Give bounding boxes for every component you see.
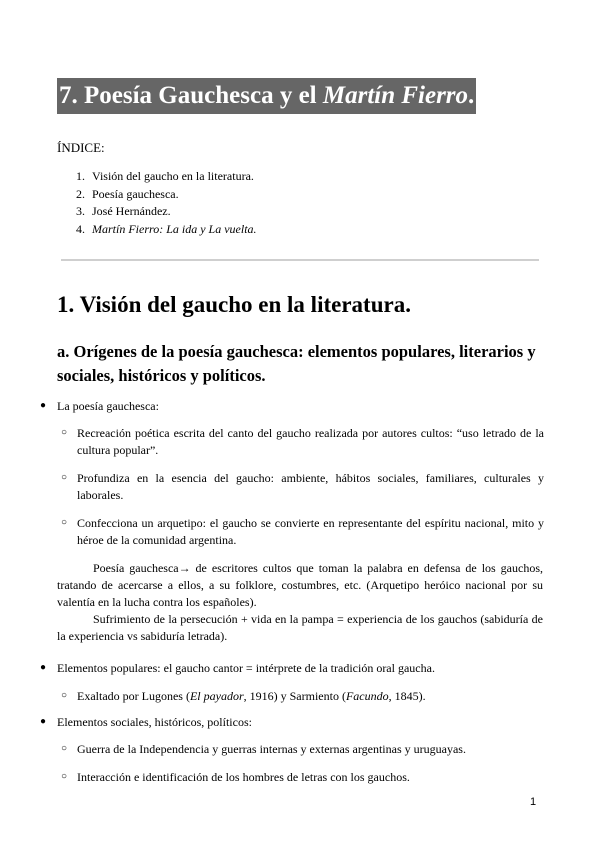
- circle-bullet-icon: ○: [60, 771, 68, 782]
- section-heading: 1. Visión del gaucho en la literatura.: [57, 292, 411, 317]
- sub-bullet-item: ○ Recreación poética escrita del canto del gaucho realizada por autores cultos: “uso letrado de la cultura popular”.: [57, 425, 544, 458]
- bullet-icon: ●: [39, 716, 47, 727]
- bullet-icon: ●: [39, 400, 47, 411]
- sub-bullet-item: ○ Profundiza en la esencia del gaucho: ambiente, hábitos sociales, familiares, culturales y laborales.: [57, 470, 544, 503]
- paragraph: Poesía gauchesca→ de escritores cultos que toman la palabra en defensa de los gauchos, tratando de acercarse a ellos, a su folklore, costumbres, etc. (Arquetipo heróico nacional por su valentía en la lucha contra los españoles).: [57, 561, 543, 609]
- circle-bullet-icon: ○: [60, 517, 68, 528]
- circle-bullet-icon: ○: [60, 743, 68, 754]
- sub-bullet-item: ○ Interacción e identificación de los hombres de letras con los gauchos.: [57, 769, 544, 786]
- circle-bullet-icon: ○: [60, 472, 68, 483]
- page-number: 1: [530, 796, 537, 808]
- sub-bullet-item: ○ Exaltado por Lugones (El payador, 1916) y Sarmiento (Facundo, 1845).: [57, 688, 544, 705]
- horizontal-divider: [61, 259, 539, 261]
- document-page: 7. Poesía Gauchesca y el Martín Fierro. ÍNDICE: 1. Visión del gaucho en la literatura. 2. Poesía gauchesca. 3. José Hernández. 4. Martín Fierro: La ida y La vuelta. 1. Visión del gaucho en la literatura. a. Orígenes de la poesía gauchesca: elementos populares, literarios y sociales, históricos y políticos. ● La poesía gauchesca: ○ Recreación poética escrita del canto del gaucho realizada por autores cultos: “uso letrado de la cultura popular”. ○ Profundiza en la esencia del gaucho: ambiente, hábitos sociales, familiares, culturales y laborales. ○ Confecciona un arquetipo: el gaucho se convierte en representante del espíritu nacional, mito y héroe de la comunidad argentina. Poesía gauchesca→ de escritores cultos que toman la palabra en defensa de los gauchos, tratando de acercarse a ellos, a su folklore, costumbres, etc. (Arquetipo heróico nacional por su valentía en la lucha contra los españoles). Sufrimiento de la persecución + vida en la pampa = experiencia de los gauchos (sabiduría de la experiencia vs sabiduría letrada). ● Elementos populares: el gaucho cantor = intérprete de la tradición oral gaucha. ○ Exaltado por Lugones (El payador, 1916) y Sarmiento (Facundo, 1845). ● Elementos sociales, históricos, políticos: ○ Guerra de la Independencia y guerras internas y externas argentinas y uruguayas. ○ Interacción e identificación de los hombres de letras con los gauchos. 1: [0, 0, 600, 848]
- subsection-heading: a. Orígenes de la poesía gauchesca: elementos populares, literarios y sociales, históricos y políticos.: [57, 342, 536, 385]
- toc-item: 2. Poesía gauchesca.: [76, 186, 179, 201]
- paragraph: Sufrimiento de la persecución + vida en la pampa = experiencia de los gauchos (sabiduría de la experiencia vs sabiduría letrada).: [57, 612, 543, 643]
- bullet-icon: ●: [39, 662, 47, 673]
- sub-bullet-item: ○ Confecciona un arquetipo: el gaucho se convierte en representante del espíritu nacional, mito y héroe de la comunidad argentina.: [57, 515, 544, 548]
- table-of-contents: [57, 168, 257, 238]
- toc-item: 3. José Hernández.: [76, 204, 171, 218]
- sub-bullet-item: ○ Guerra de la Independencia y guerras internas y externas argentinas y uruguayas.: [57, 741, 544, 758]
- document-title: 7. Poesía Gauchesca y el Martín Fierro.: [57, 78, 476, 114]
- toc-heading: ÍNDICE:: [57, 140, 105, 155]
- toc-item: 4. Martín Fierro: La ida y La vuelta.: [76, 221, 257, 236]
- toc-item: 1. Visión del gaucho en la literatura.: [76, 169, 254, 183]
- circle-bullet-icon: ○: [60, 427, 68, 438]
- circle-bullet-icon: ○: [60, 690, 68, 701]
